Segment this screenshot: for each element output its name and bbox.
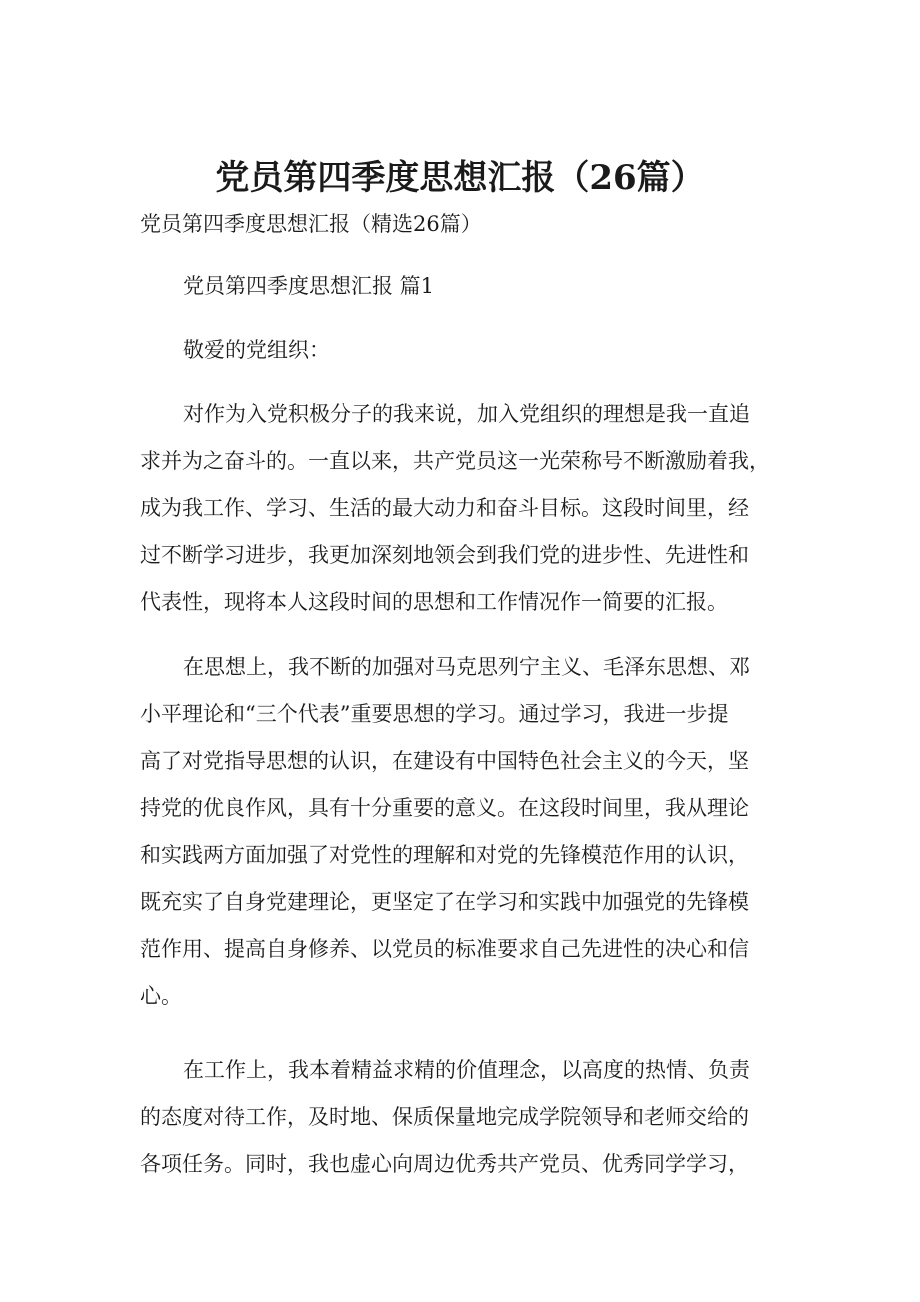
document-title: 党员第四季度思想汇报（26篇） xyxy=(215,158,705,198)
paragraph-3-line-2: 的态度对待工作，及时地、保质保量地完成学院领导和老师交给的 xyxy=(140,1105,749,1129)
paragraph-2-line-5: 和实践两方面加强了对党性的理解和对党的先锋模范作用的认识， xyxy=(140,843,749,867)
paragraph-1-line-2: 求并为之奋斗的。一直以来，共产党员这一光荣称号不断激励着我， xyxy=(140,449,770,473)
paragraph-2-line-8: 心。 xyxy=(140,984,182,1008)
paragraph-2-line-1: 在思想上，我不断的加强对马克思列宁主义、毛泽东思想、邓 xyxy=(183,655,750,679)
paragraph-1-line-3: 成为我工作、学习、生活的最大动力和奋斗目标。这段时间里，经 xyxy=(140,496,749,520)
salutation: 敬爱的党组织： xyxy=(183,338,330,362)
paragraph-2-line-6: 既充实了自身党建理论，更坚定了在学习和实践中加强党的先锋模 xyxy=(140,890,749,914)
paragraph-1-line-1: 对作为入党积极分子的我来说，加入党组织的理想是我一直追 xyxy=(183,402,750,426)
paragraph-3-line-1: 在工作上，我本着精益求精的价值理念，以高度的热情、负责 xyxy=(183,1058,750,1082)
section-heading: 党员第四季度思想汇报 篇1 xyxy=(183,274,435,298)
paragraph-1-line-4: 过不断学习进步，我更加深刻地领会到我们党的进步性、先进性和 xyxy=(140,543,749,567)
paragraph-2-line-7: 范作用、提高自身修养、以党员的标准要求自己先进性的决心和信 xyxy=(140,937,749,961)
paragraph-1-line-5: 代表性，现将本人这段时间的思想和工作情况作一简要的汇报。 xyxy=(140,590,728,614)
paragraph-2-line-4: 持党的优良作风，具有十分重要的意义。在这段时间里，我从理论 xyxy=(140,796,749,820)
paragraph-3-line-3: 各项任务。同时，我也虚心向周边优秀共产党员、优秀同学学习， xyxy=(140,1152,749,1176)
paragraph-2-line-2: 小平理论和“三个代表”重要思想的学习。通过学习，我进一步提 xyxy=(140,702,729,726)
document-subtitle: 党员第四季度思想汇报（精选26篇） xyxy=(140,212,482,236)
paragraph-2-line-3: 高了对党指导思想的认识，在建设有中国特色社会主义的今天，坚 xyxy=(140,749,749,773)
